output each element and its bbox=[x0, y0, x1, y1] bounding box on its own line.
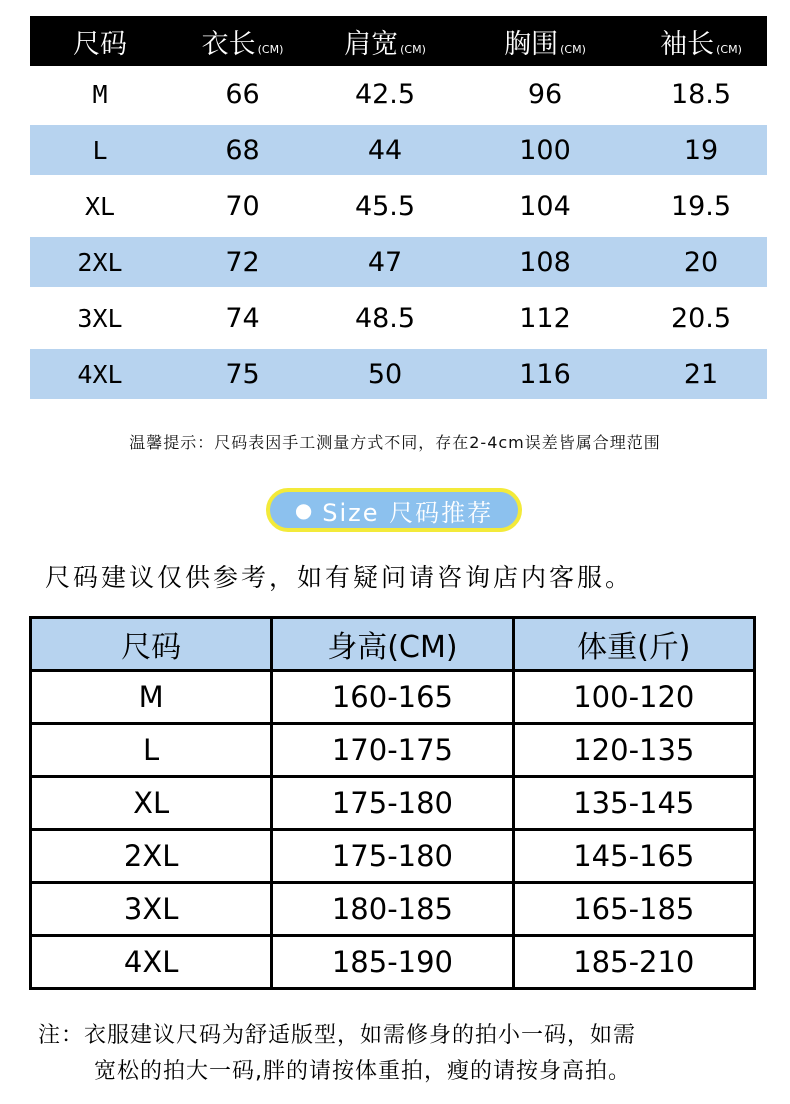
sleeve-cell: 21 bbox=[683, 358, 719, 390]
badge-label: Size 尺码推荐 bbox=[322, 498, 494, 527]
weight-cell: 165-185 bbox=[513, 883, 754, 936]
chest-cell: 116 bbox=[519, 358, 571, 390]
advice-text: 尺码建议仅供参考，如有疑问请咨询店内客服。 bbox=[45, 563, 634, 592]
length-cell: 66 bbox=[225, 78, 260, 110]
table-row bbox=[30, 290, 767, 346]
shoulder-cell: 45.5 bbox=[354, 190, 416, 222]
shoulder-cell: 50 bbox=[367, 358, 403, 390]
table-row bbox=[30, 178, 767, 234]
size-cell: M bbox=[92, 79, 108, 109]
size-cell: XL bbox=[31, 777, 272, 830]
table-row bbox=[30, 125, 767, 175]
size-cell: 4XL bbox=[77, 359, 123, 389]
size-cell: XL bbox=[84, 191, 116, 221]
header-sleeve: 袖长 (CM) bbox=[660, 28, 742, 60]
header-chest: 胸围 (CM) bbox=[504, 28, 586, 60]
header-height: 身高(CM) bbox=[272, 618, 513, 671]
size-cell: 4XL bbox=[31, 936, 272, 989]
size-cell: M bbox=[31, 671, 272, 724]
table-row bbox=[31, 883, 755, 936]
header-length: 衣长 (CM) bbox=[201, 28, 284, 60]
shoulder-cell: 44 bbox=[367, 134, 403, 166]
table-row bbox=[30, 349, 767, 399]
size-cell: 3XL bbox=[77, 303, 123, 333]
size-cell: L bbox=[31, 724, 272, 777]
sleeve-cell: 20 bbox=[683, 246, 719, 278]
measurement-header bbox=[30, 16, 767, 66]
recommendation-table bbox=[29, 616, 756, 990]
table-row bbox=[30, 237, 767, 287]
sleeve-cell: 20.5 bbox=[670, 302, 732, 334]
table-row bbox=[31, 830, 755, 883]
height-cell: 170-175 bbox=[272, 724, 513, 777]
chest-cell: 100 bbox=[519, 134, 571, 166]
height-cell: 185-190 bbox=[272, 936, 513, 989]
length-cell: 72 bbox=[225, 246, 260, 278]
shoulder-cell: 48.5 bbox=[354, 302, 416, 334]
sleeve-cell: 18.5 bbox=[670, 78, 732, 110]
measurement-tip: 温馨提示：尺码表因手工测量方式不同，存在2-4cm误差皆属合理范围 bbox=[129, 433, 661, 452]
weight-cell: 120-135 bbox=[513, 724, 754, 777]
height-cell: 180-185 bbox=[272, 883, 513, 936]
size-cell: 2XL bbox=[31, 830, 272, 883]
table-row bbox=[31, 724, 755, 777]
weight-cell: 135-145 bbox=[513, 777, 754, 830]
chest-cell: 104 bbox=[519, 190, 571, 222]
table-header-row bbox=[31, 618, 755, 671]
bullet-icon: ● bbox=[294, 498, 315, 522]
height-cell: 175-180 bbox=[272, 777, 513, 830]
height-cell: 160-165 bbox=[272, 671, 513, 724]
shoulder-cell: 42.5 bbox=[354, 78, 416, 110]
table-row bbox=[30, 66, 767, 122]
length-cell: 70 bbox=[225, 190, 260, 222]
size-recommend-badge bbox=[266, 488, 522, 532]
header-shoulder: 肩宽 (CM) bbox=[344, 28, 426, 60]
chest-cell: 112 bbox=[519, 302, 571, 334]
weight-cell: 145-165 bbox=[513, 830, 754, 883]
table-row bbox=[31, 777, 755, 830]
measurement-table bbox=[30, 16, 767, 402]
size-cell: L bbox=[92, 135, 108, 165]
length-cell: 74 bbox=[225, 302, 260, 334]
header-weight: 体重(斤) bbox=[513, 618, 754, 671]
size-note bbox=[38, 1018, 758, 1090]
header-size: 尺码 bbox=[31, 618, 272, 671]
table-row bbox=[31, 936, 755, 989]
size-cell: 3XL bbox=[31, 883, 272, 936]
length-cell: 68 bbox=[225, 134, 260, 166]
size-cell: 2XL bbox=[77, 247, 123, 277]
note-line-2: 宽松的拍大一码,胖的请按体重拍，瘦的请按身高拍。 bbox=[94, 1059, 631, 1084]
shoulder-cell: 47 bbox=[367, 246, 403, 278]
chest-cell: 108 bbox=[519, 246, 571, 278]
table-row bbox=[31, 671, 755, 724]
height-cell: 175-180 bbox=[272, 830, 513, 883]
weight-cell: 100-120 bbox=[513, 671, 754, 724]
sleeve-cell: 19 bbox=[683, 134, 719, 166]
note-line-1: 注：衣服建议尺码为舒适版型，如需修身的拍小一码，如需 bbox=[38, 1023, 637, 1048]
weight-cell: 185-210 bbox=[513, 936, 754, 989]
length-cell: 75 bbox=[225, 358, 260, 390]
chest-cell: 96 bbox=[527, 78, 563, 110]
header-size: 尺码 bbox=[73, 28, 127, 60]
sleeve-cell: 19.5 bbox=[670, 190, 732, 222]
